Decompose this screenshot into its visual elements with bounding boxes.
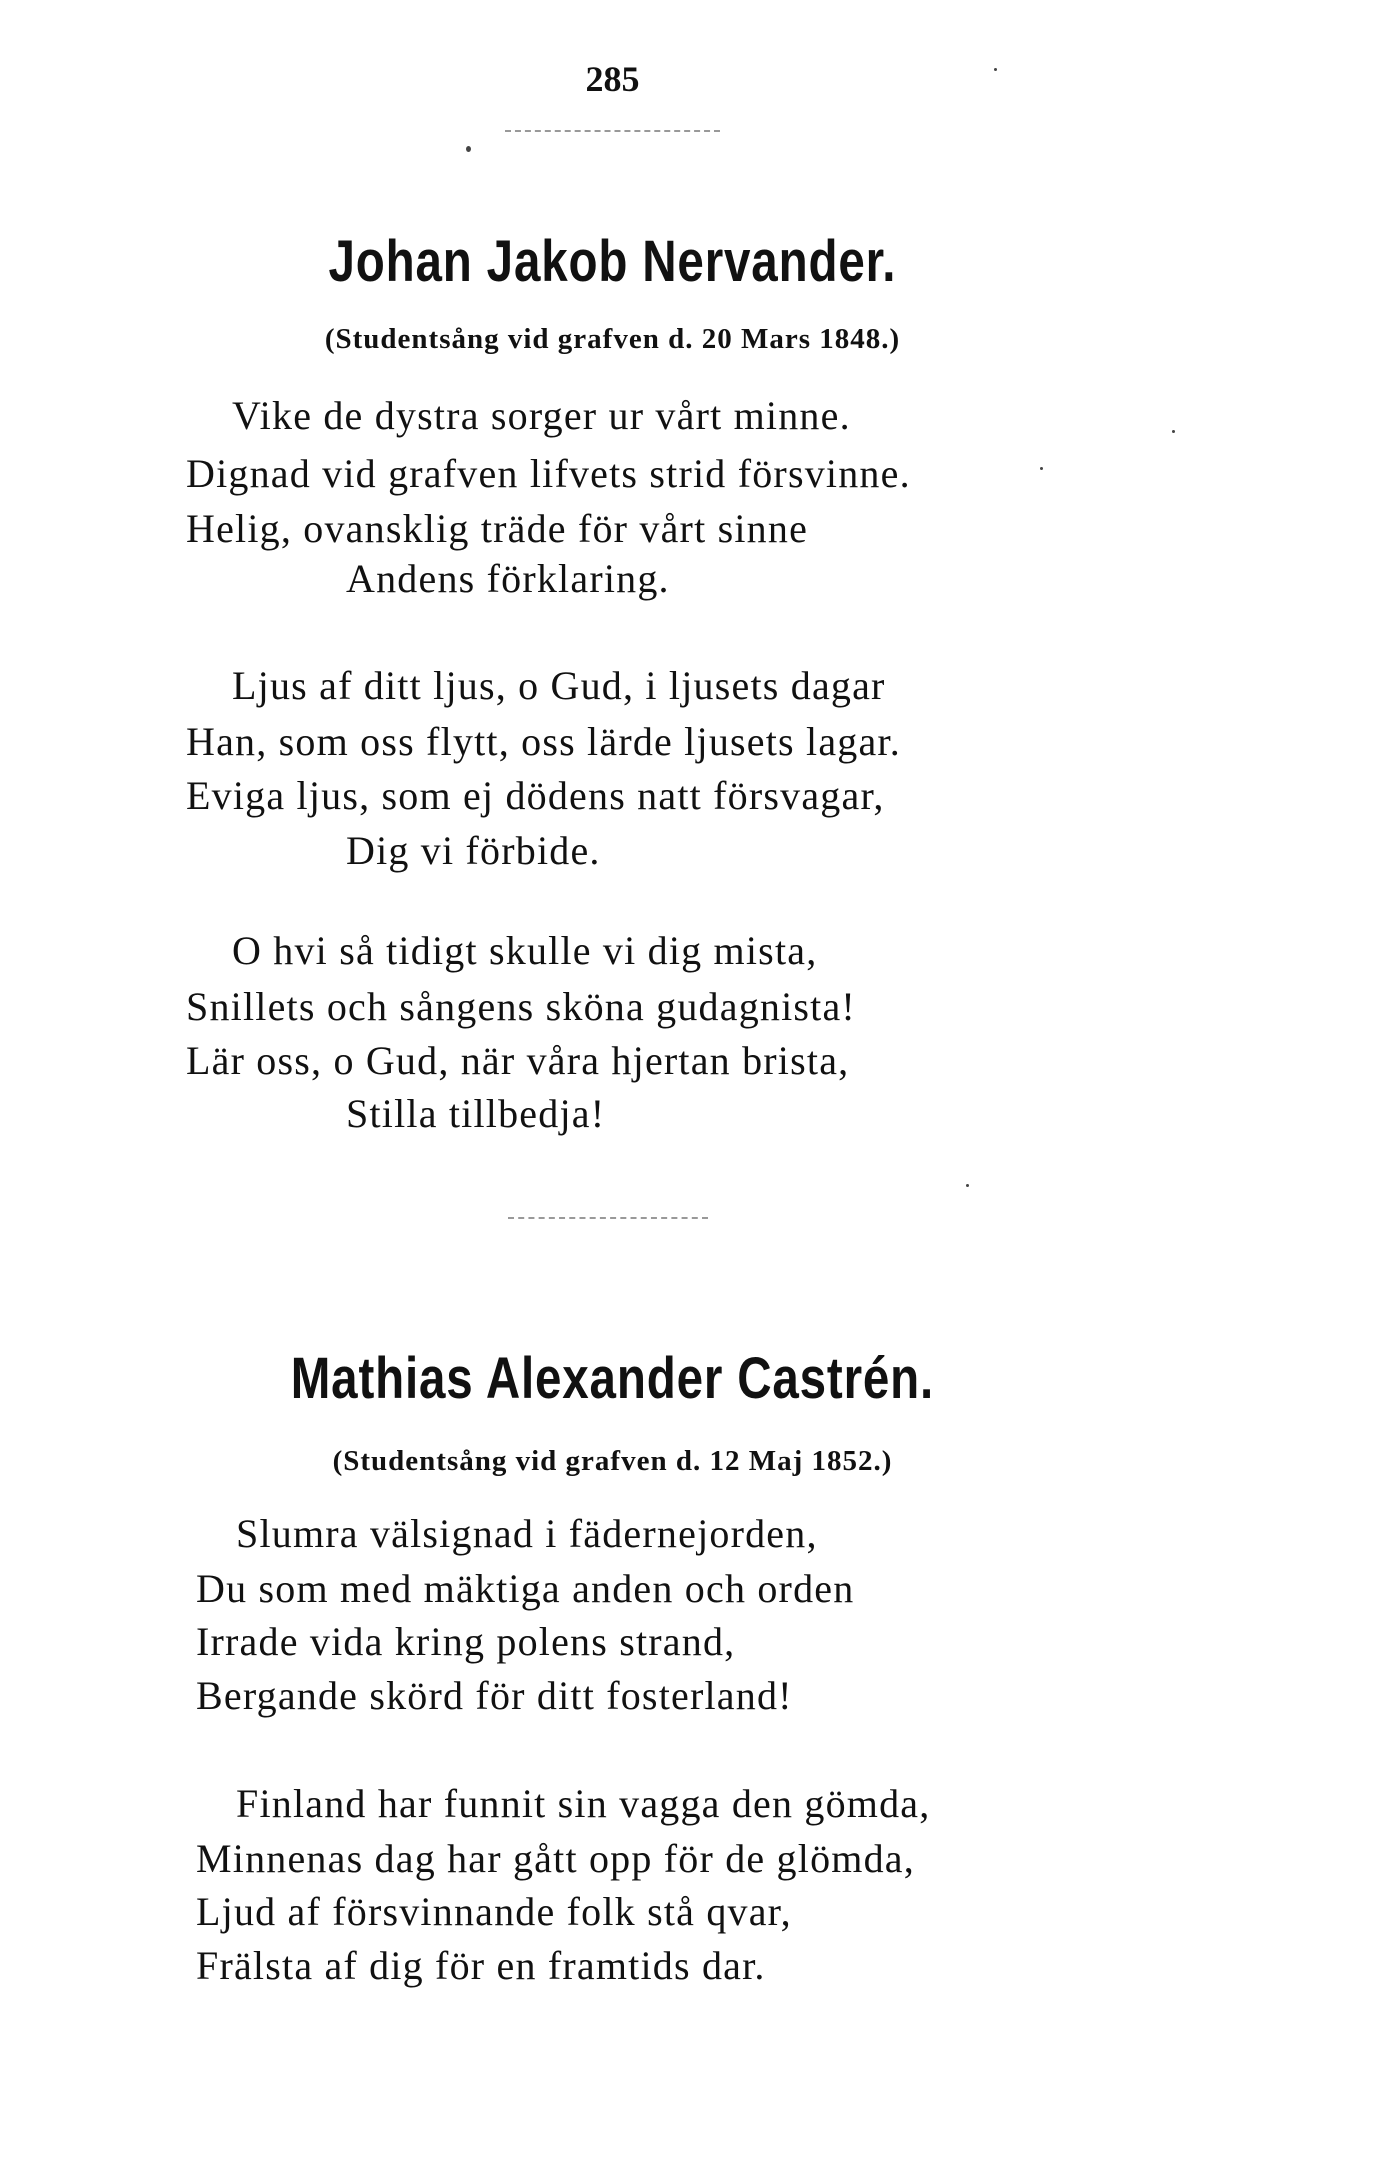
verse-line: Du som med mäktiga anden och orden bbox=[196, 1566, 855, 1611]
verse-line: Lär oss, o Gud, när våra hjertan brista, bbox=[186, 1038, 850, 1083]
print-artefact bbox=[994, 68, 997, 71]
section-subtitle: (Studentsång vid grafven d. 20 Mars 1848.) bbox=[324, 323, 901, 355]
verse-line: O hvi så tidigt skulle vi dig mista, bbox=[232, 928, 818, 973]
verse-line: Irrade vida kring polens strand, bbox=[196, 1619, 736, 1664]
verse-line: Slumra välsignad i fädernejorden, bbox=[236, 1511, 818, 1556]
section-title: Johan Jakob Nervander. bbox=[328, 229, 897, 294]
page-number: 285 bbox=[585, 59, 640, 99]
print-artefact bbox=[1040, 467, 1043, 470]
print-artefact bbox=[966, 1184, 969, 1187]
verse-line: Andens förklaring. bbox=[346, 556, 670, 601]
verse-line: Ljud af försvinnande folk stå qvar, bbox=[196, 1889, 792, 1934]
verse-line: Finland har funnit sin vagga den gömda, bbox=[236, 1781, 931, 1826]
verse-line: Dig vi förbide. bbox=[346, 828, 601, 873]
print-artefact bbox=[1172, 430, 1175, 433]
verse-line: Vike de dystra sorger ur vårt minne. bbox=[232, 393, 851, 438]
verse-line: Helig, ovansklig träde för vårt sinne bbox=[186, 506, 809, 551]
section-subtitle: (Studentsång vid grafven d. 12 Maj 1852.) bbox=[332, 1445, 893, 1477]
verse-line: Bergande skörd för ditt fosterland! bbox=[196, 1673, 793, 1718]
print-artefact bbox=[466, 146, 471, 152]
print-artefact bbox=[505, 130, 720, 134]
section-title: Mathias Alexander Castrén. bbox=[290, 1346, 935, 1411]
verse-line: Frälsta af dig för en framtids dar. bbox=[196, 1943, 766, 1988]
verse-line: Ljus af ditt ljus, o Gud, i ljusets dagar bbox=[232, 663, 886, 708]
verse-line: Eviga ljus, som ej dödens natt försvagar, bbox=[186, 773, 885, 818]
verse-line: Han, som oss flytt, oss lärde ljusets lagar. bbox=[186, 719, 901, 764]
verse-line: Minnenas dag har gått opp för de glömda, bbox=[196, 1836, 915, 1881]
verse-line: Stilla tillbedja! bbox=[346, 1091, 606, 1136]
section-divider bbox=[508, 1217, 708, 1221]
verse-line: Snillets och sångens sköna gudagnista! bbox=[186, 984, 856, 1029]
verse-line: Dignad vid grafven lifvets strid försvinne. bbox=[186, 451, 911, 496]
